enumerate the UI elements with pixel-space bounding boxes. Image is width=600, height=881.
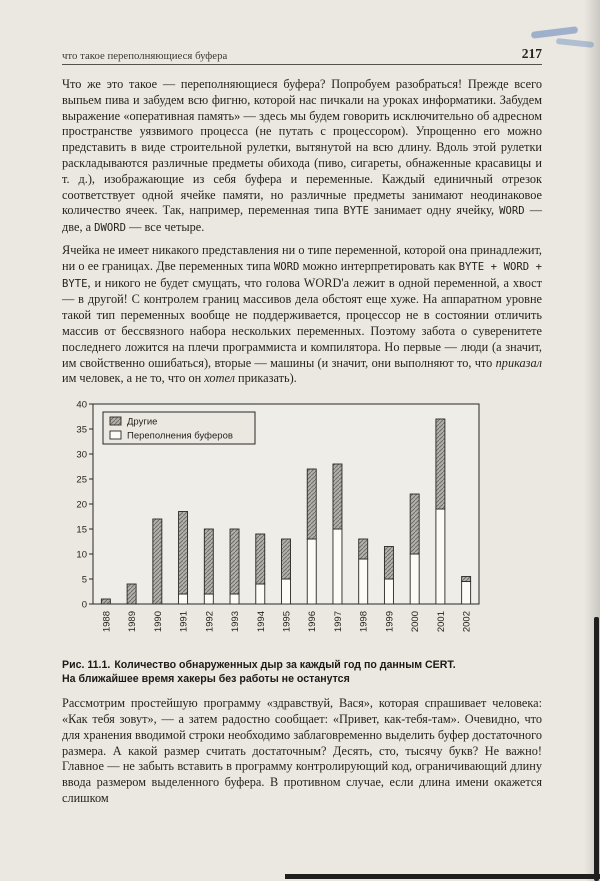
figure-11-1 <box>62 396 542 686</box>
paragraph: Что же это такое — переполняющиеся буфера? Попробуем разобраться! Прежде всего выпьем пива и забудем всю фигню, которой нас пичкали на уроках информатики. Забудем выражение «оперативная память» — здесь мы будем говорить исключительно об адресном пространстве уязвимого процесса (не путать с процессором). Упрощенно его можно представить в виде строительной рулетки, вытянутой на всю длину. Вдоль этой рулетки раскладываются различные предметы обихода (пиво, сигареты, обнаженные красавицы и т. д.), изображающие из себя буфера и переменные. Каждый единичный отрезок соответствует одной ячейке памяти, но различные предметы занимают неодинаковое количество ячеек. Так, например, переменная типа BYTE занимает одну ячейку, WORD — две, а DWORD — все четыре. <box>62 77 543 235</box>
y-tick-label: 20 <box>76 499 87 511</box>
bar-other <box>282 539 291 579</box>
bar-other <box>204 529 213 594</box>
x-tick-label: 1989 <box>127 611 139 633</box>
chart-svg <box>67 396 487 648</box>
x-tick-label: 1997 <box>332 611 344 633</box>
running-title: что такое переполняющиеся буфера <box>62 50 228 62</box>
bar-other <box>384 547 393 580</box>
bar-overflow <box>230 594 239 604</box>
bar-other <box>462 577 471 582</box>
y-tick-label: 35 <box>76 424 87 436</box>
legend-swatch-overflow <box>110 431 121 439</box>
bar-overflow <box>282 579 291 604</box>
body-text-bottom <box>62 696 542 807</box>
y-tick-label: 5 <box>81 574 87 586</box>
bar-other <box>256 534 265 584</box>
x-tick-label: 1994 <box>255 611 267 633</box>
caption-text: Количество обнаруженных дыр за каждый год по данным CERT. <box>114 659 456 672</box>
scan-artifact-right-edge <box>594 617 599 881</box>
paragraph: Ячейка не имеет никакого представления ни о типе переменной, которой она принадлежит, ни о ее границах. Две переменных типа WORD можно интерпретировать как BYTE + WORD + BYTE, и никого не будет смущать, что голова WORD'а лежит в одной переменной, а хвост — в другой! С контролем границ массивов дела обстоят еще хуже. На аппаратном уровне такой тип переменных вообще не поддерживается, процессор не в состоянии отличить массив от бессвязного набора нескольких переменных. Поэтому забота о суверенитете последнего ложится на плечи программиста и компилятора. Но первые — люди (а значит, им свойственно ошибаться), вторые — машины (и значит, они выполняют то, что приказал им человек, а не то, что он хотел приказать). <box>62 242 542 386</box>
bar-other <box>436 419 445 509</box>
caption-line2: На ближайшее время хакеры без работы не останутся <box>62 673 350 686</box>
bar-other <box>307 469 316 539</box>
legend-label: Переполнения буферов <box>127 430 233 442</box>
y-tick-label: 10 <box>76 549 87 561</box>
x-tick-label: 2001 <box>435 611 447 633</box>
scan-artifact-blue-mark <box>531 26 579 39</box>
caption-line1 <box>62 658 542 672</box>
page-header <box>62 46 542 65</box>
x-tick-label: 2002 <box>461 611 473 633</box>
bar-overflow <box>204 594 213 604</box>
caption-label: Рис. 11.1. <box>62 659 111 672</box>
x-tick-label: 1996 <box>307 611 319 633</box>
legend-swatch-other <box>110 417 121 425</box>
body-text-top <box>62 77 542 387</box>
x-tick-label: 1992 <box>204 611 216 633</box>
bar-overflow <box>436 509 445 604</box>
bar-other <box>333 464 342 529</box>
bar-other <box>410 494 419 554</box>
x-tick-label: 2000 <box>410 611 422 633</box>
x-tick-label: 1990 <box>152 611 164 633</box>
x-tick-label: 1991 <box>178 611 190 633</box>
x-tick-label: 1988 <box>101 611 113 633</box>
x-tick-label: 1995 <box>281 611 293 633</box>
bar-overflow <box>384 579 393 604</box>
paragraph: Рассмотрим простейшую программу «здравствуй, Вася», которая спрашивает человека: «Как тебя зовут», — а затем радостно сообщает: «Привет, как-тебя-там». Очевидно, что для хранения вводимой строки необходимо заблаговременно выделить буфер достаточного размера. А какой размер считать достаточным? Десять, сто, тысячу букв? Не важно! Главное — не забыть вставить в программу контролирующий код, ограничивающий длину ввода размером выделенного буфера. В противном случае, если длина имени окажется слишком <box>62 696 542 805</box>
bar-other <box>127 584 136 604</box>
y-tick-label: 15 <box>76 524 87 536</box>
bar-overflow <box>256 584 265 604</box>
bar-overflow <box>359 559 368 604</box>
page-content <box>62 46 542 813</box>
y-tick-label: 40 <box>76 399 87 411</box>
x-tick-label: 1993 <box>230 611 242 633</box>
y-tick-label: 30 <box>76 449 87 461</box>
y-tick-label: 0 <box>81 599 87 611</box>
bar-other <box>101 599 110 604</box>
bar-other <box>230 529 239 594</box>
bar-other <box>153 519 162 604</box>
bar-overflow <box>307 539 316 604</box>
bar-overflow <box>333 529 342 604</box>
bar-overflow <box>462 582 471 605</box>
legend-label: Другие <box>127 416 158 428</box>
figure-caption <box>62 658 542 686</box>
bar-other <box>359 539 368 559</box>
x-tick-label: 1998 <box>358 611 370 633</box>
y-tick-label: 25 <box>76 474 87 486</box>
bar-overflow <box>179 594 188 604</box>
cert-bar-chart <box>67 396 542 653</box>
x-tick-label: 1999 <box>384 611 396 633</box>
bar-other <box>179 512 188 595</box>
scan-artifact-bottom-edge <box>285 874 600 879</box>
page-number: 217 <box>521 46 542 61</box>
bar-overflow <box>410 554 419 604</box>
